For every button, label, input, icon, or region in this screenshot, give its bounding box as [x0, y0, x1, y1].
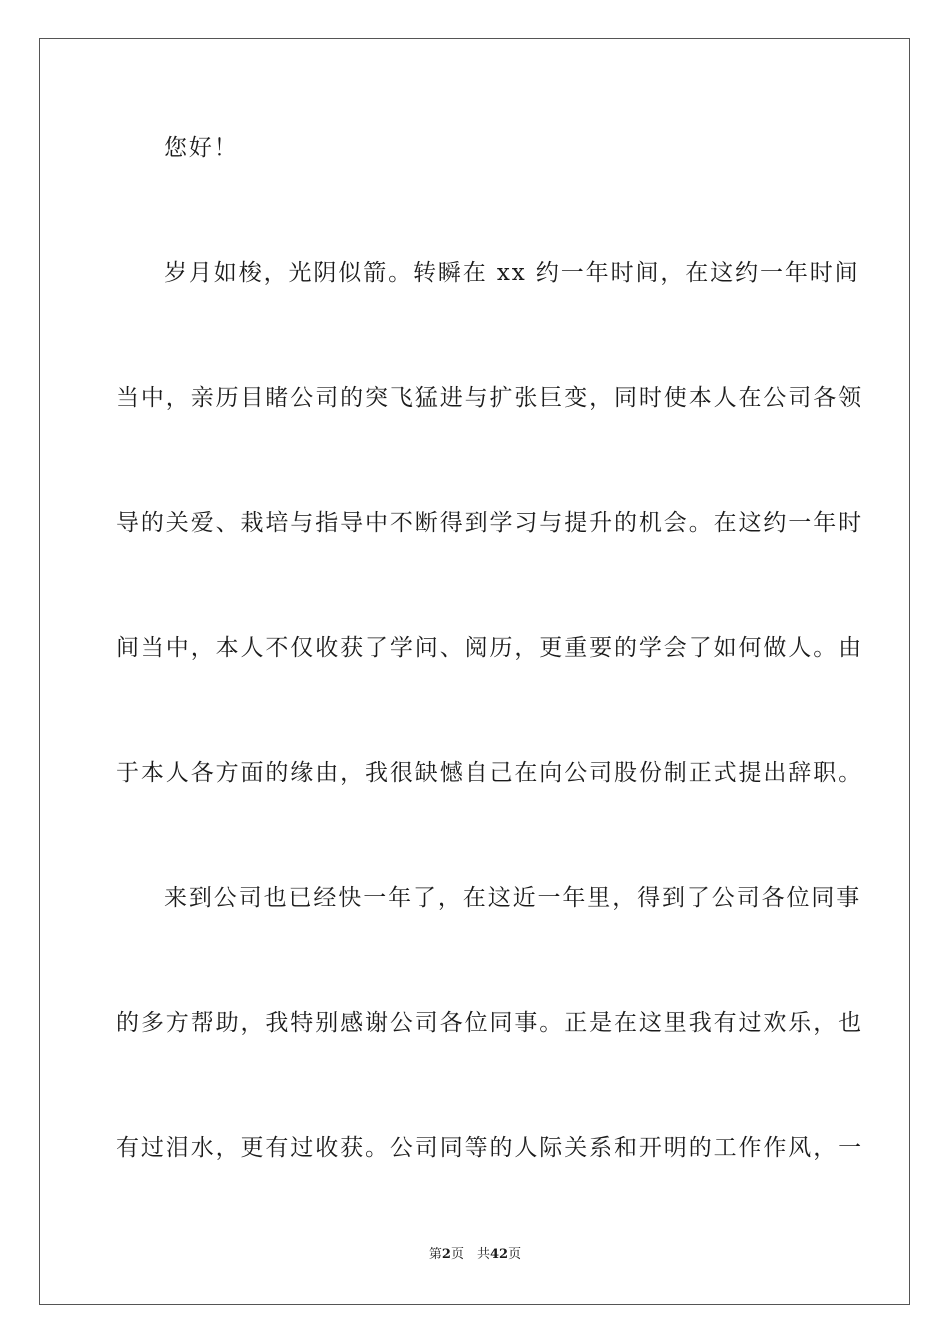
page-number-footer: [0, 1246, 950, 1264]
greeting-line: 您好！: [164, 135, 239, 161]
current-page-number: 2: [441, 1247, 451, 1262]
page-suffix: 页: [508, 1247, 522, 1262]
page-prefix: 第: [428, 1247, 442, 1262]
body-line: 间当中，本人不仅收获了学问、阅历，更重要的学会了如何做人。由: [116, 635, 863, 661]
body-line: 来到公司也已经快一年了，在这近一年里，得到了公司各位同事: [164, 885, 862, 911]
body-line: 的多方帮助，我特别感谢公司各位同事。正是在这里我有过欢乐，也: [116, 1010, 863, 1036]
page-mid-text: 页 共: [450, 1247, 490, 1262]
body-line: 导的关爱、栽培与指导中不断得到学习与提升的机会。在这约一年时: [116, 510, 863, 536]
body-line: 岁月如梭，光阴似箭。转瞬在 xx 约一年时间，在这约一年时间: [164, 260, 860, 286]
total-page-number: 42: [489, 1247, 509, 1262]
body-line: 于本人各方面的缘由，我很缺憾自己在向公司股份制正式提出辞职。: [116, 760, 863, 786]
body-line: 有过泪水，更有过收获。公司同等的人际关系和开明的工作作风，一: [116, 1135, 863, 1161]
body-line: 当中，亲历目睹公司的突飞猛进与扩张巨变，同时使本人在公司各领: [116, 385, 863, 411]
page-frame: [39, 38, 910, 1305]
